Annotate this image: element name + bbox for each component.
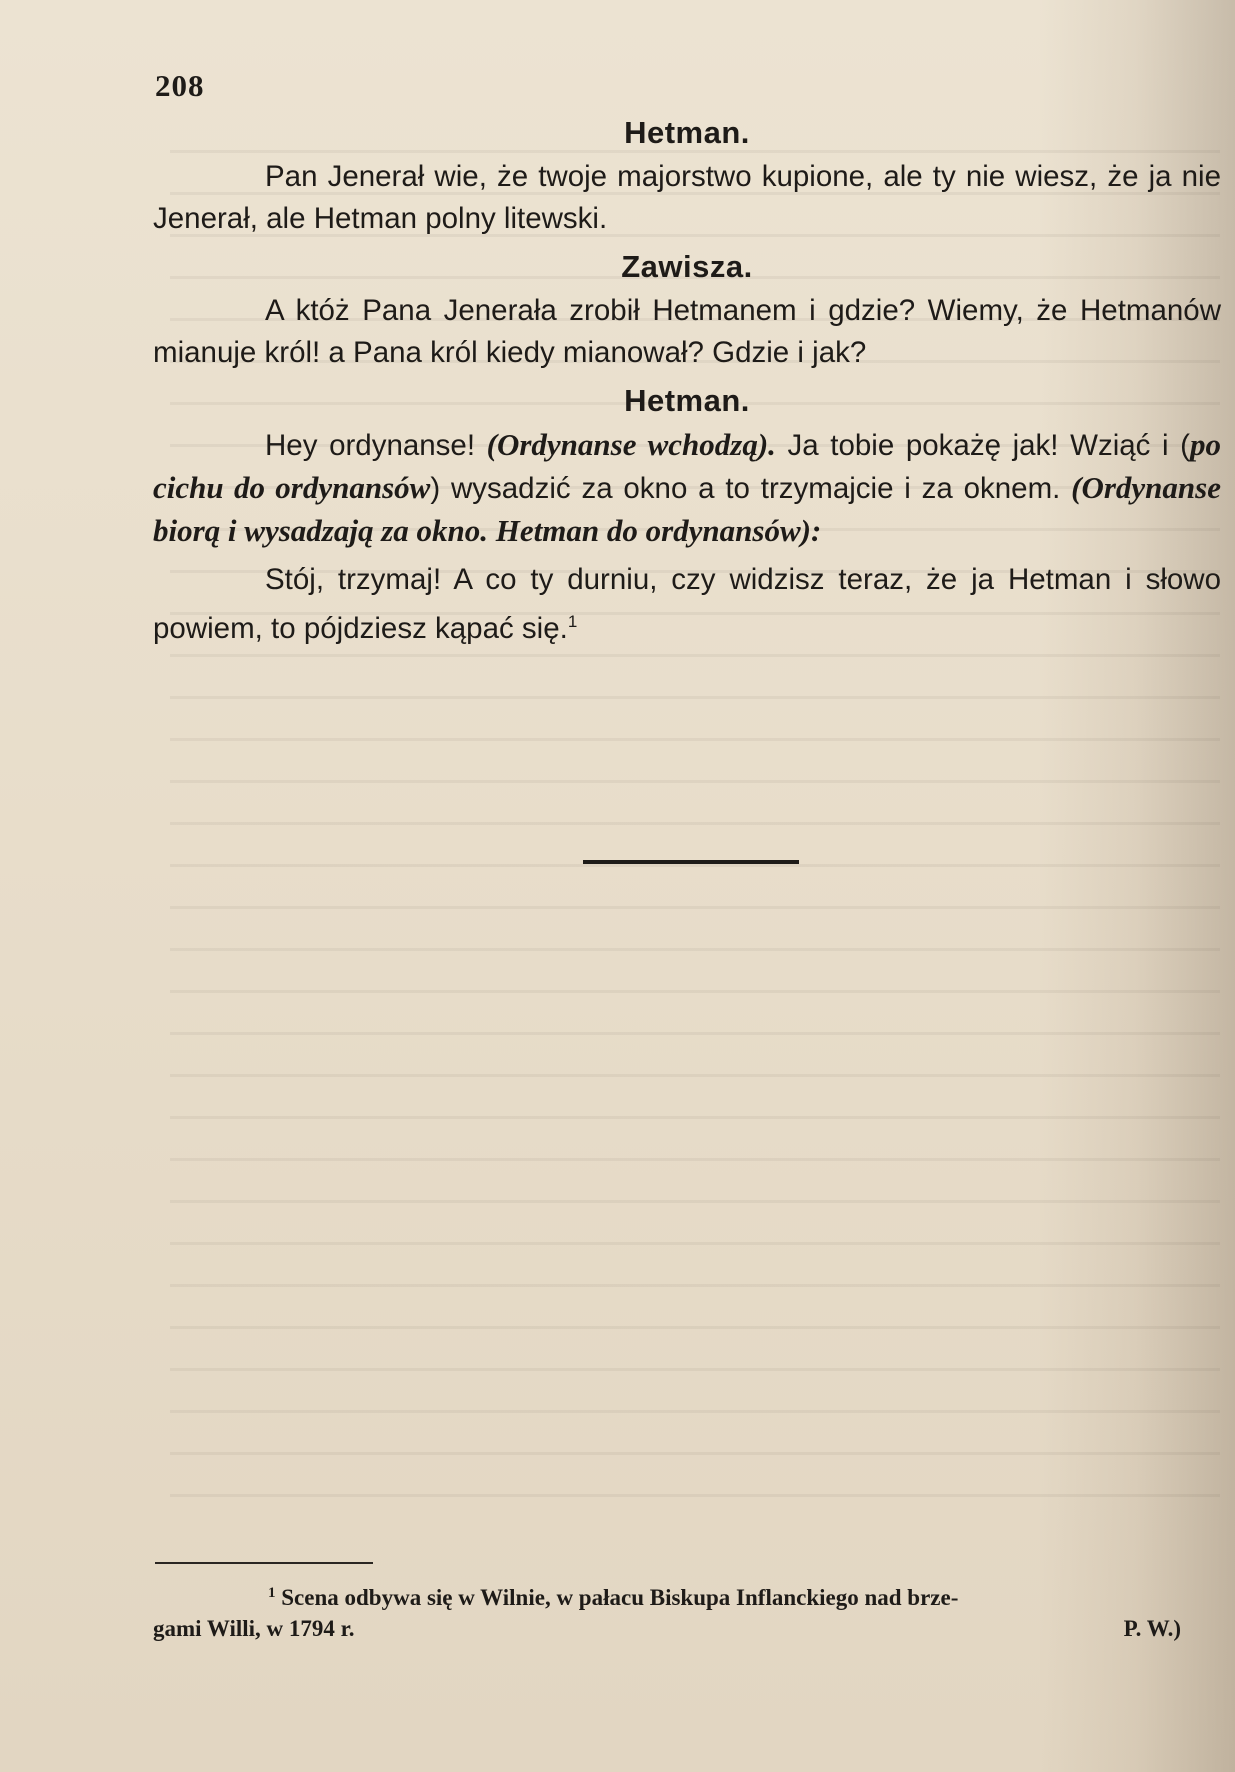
speech-text: A któż Pana Jenerała zrobił Hetmanem i gdzie? Wiemy, że Hetmanów mianuje król! a Pana król kiedy mianował? Gdzie i jak?	[153, 294, 1221, 369]
speech-paragraph	[153, 559, 1221, 650]
page-body	[153, 112, 1221, 656]
speaker-heading: Zawisza.	[621, 249, 753, 284]
speaker-heading: Hetman.	[624, 115, 750, 150]
speech-paragraph	[153, 424, 1221, 553]
footnote	[153, 1578, 1221, 1644]
speech-text: Ja tobie pokażę jak! Wziąć i (	[775, 429, 1190, 462]
footnote-text: Scena odbywa się w Wilnie, w pałacu Biskupa Inflanckiego nad brze-	[281, 1585, 959, 1610]
footnote-signature: P. W.)	[1123, 1616, 1181, 1641]
speaker-heading: Hetman.	[624, 383, 750, 418]
section-divider	[583, 860, 799, 864]
footnote-line	[153, 1613, 1221, 1644]
speech-text: Pan Jenerał wie, że twoje majorstwo kupione, ale ty nie wiesz, że ja nie Jenerał, ale Hetman polny litewski.	[153, 160, 1221, 235]
speech-paragraph	[153, 156, 1221, 240]
stage-direction: (Ordynanse wchodzą).	[486, 427, 776, 462]
stage-direction: (Ordynanse biorą i wysadzają za okno. Hetman do ordynansów):	[153, 470, 1221, 548]
speech-paragraph	[153, 290, 1221, 374]
footnote-text: gami Willi, w 1794 r.	[153, 1616, 355, 1641]
speech-text: ) wysadzić za okno a to trzymajcie i za oknem.	[430, 472, 1072, 505]
speech-text: Hey ordynanse!	[265, 429, 487, 462]
footnote-line	[153, 1578, 1221, 1613]
footnote-marker: 1	[268, 1585, 276, 1601]
page-number: 208	[155, 68, 205, 103]
footnote-divider	[155, 1562, 373, 1564]
speech-text: Stój, trzymaj! A co ty durniu, czy widzisz teraz, że ja Hetman i słowo powiem, to pójdziesz kąpać się.	[153, 563, 1221, 645]
stage-direction: po cichu do ordynansów	[153, 427, 1221, 505]
footnote-reference: 1	[567, 612, 578, 631]
